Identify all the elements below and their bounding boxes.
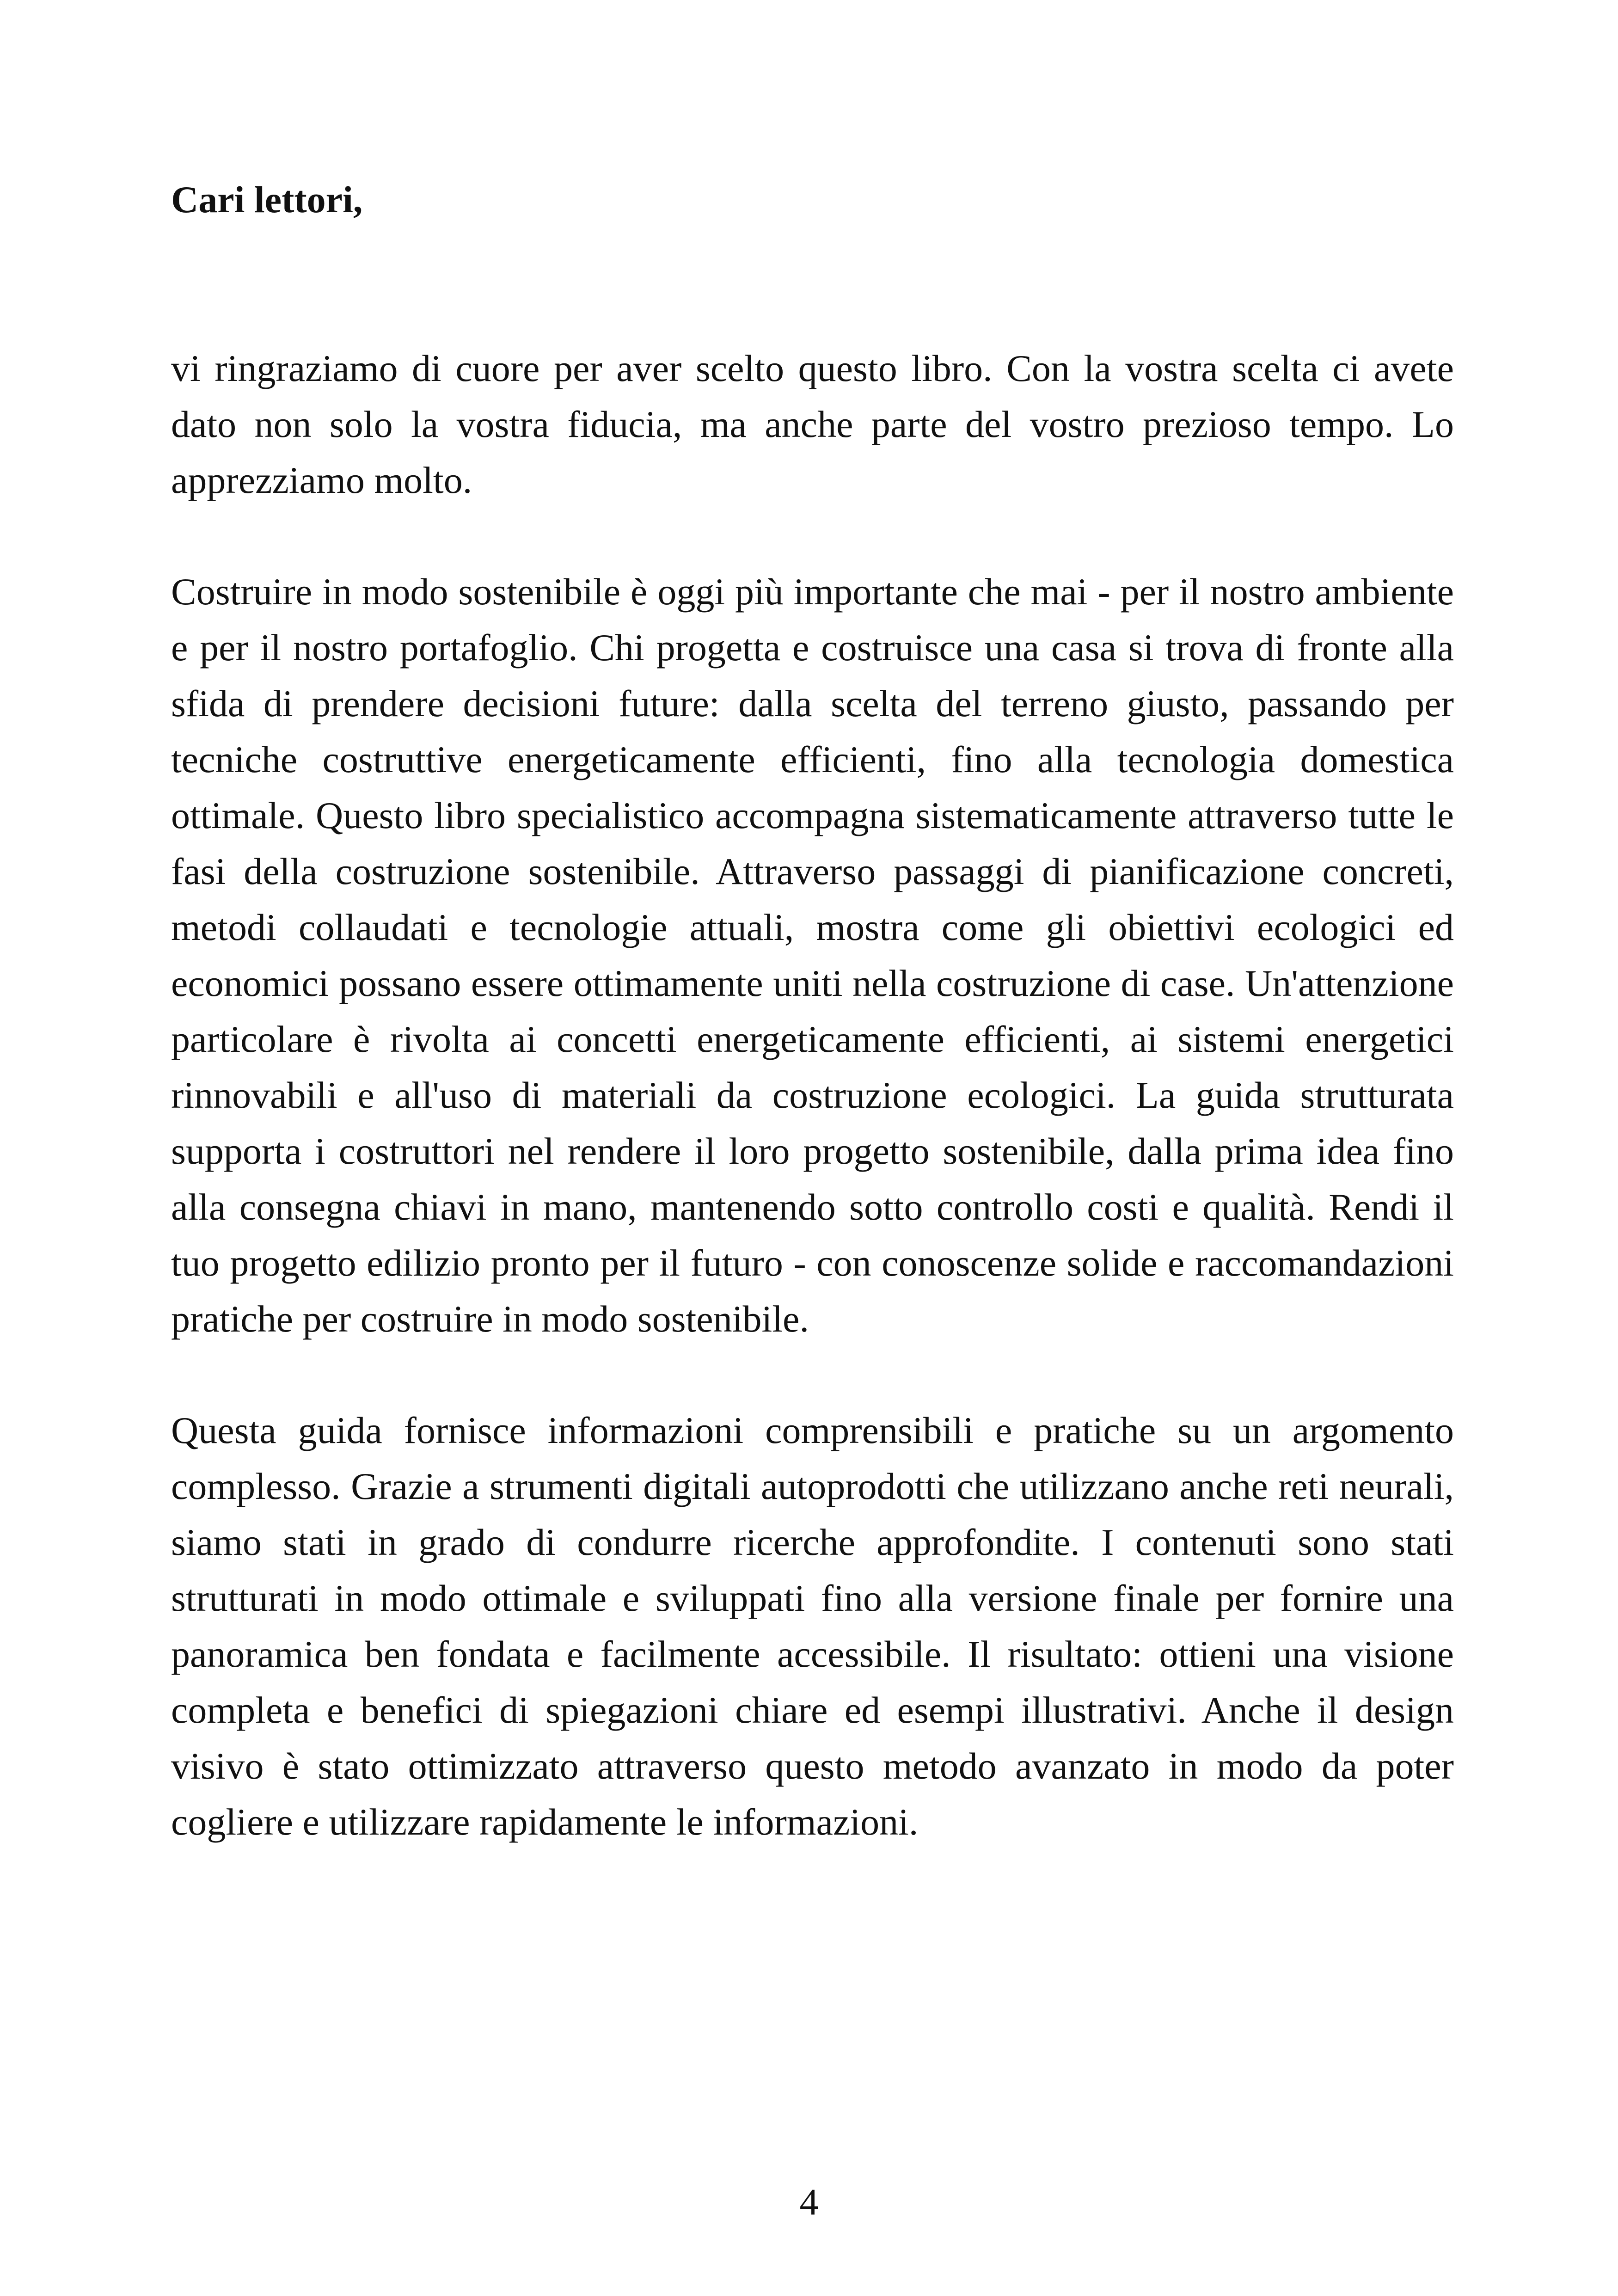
paragraph-sustainable-building: Costruire in modo sostenibile è oggi più importante che mai - per il nostro ambiente e per il nostro portafoglio. Chi progetta e costruisce una casa si trova di fronte alla sfida di prendere decisioni future: dalla scelta del terreno giusto, passando per tecniche costruttive energeticamente efficienti, fino alla tecnologia domestica ottimale. Questo libro specialistico accompagna sistematicamente attraverso tutte le fasi della costruzione sostenibile. Attraverso passaggi di pianificazione concreti, metodi collaudati e tecnologie attuali, mostra come gli obiettivi ecologici ed economici possano essere ottimamente uniti nella costruzione di case. Un'attenzione particolare è rivolta ai concetti energeticamente efficienti, ai sistemi energetici rinnovabili e all'uso di materiali da costruzione ecologici. La guida strutturata supporta i costruttori nel rendere il loro progetto sostenibile, dalla prima idea fino alla consegna chiavi in mano, mantenendo sotto controllo costi e qualità. Rendi il tuo progetto edilizio pronto per il futuro - con conoscenze solide e raccomandazioni pratiche per costruire in modo sostenibile. xyxy=(171,571,1454,1340)
salutation-heading: Cari lettori, xyxy=(171,178,363,221)
paragraph-guide-method: Questa guida fornisce informazioni comprensibili e pratiche su un argomento complesso. Grazie a strumenti digitali autoprodotti che utilizzano anche reti neurali, siamo stati in grado di condurre ricerche approfondite. I contenuti sono stati strutturati in modo ottimale e sviluppati fino alla versione finale per fornire una panoramica ben fondata e facilmente accessibile. Il risultato: ottieni una visione completa e benefici di spiegazioni chiare ed esempi illustrativi. Anche il design visivo è stato ottimizzato attraverso questo metodo avanzato in modo da poter cogliere e utilizzare rapidamente le informazioni. xyxy=(171,1409,1454,1843)
paragraph-thanks: vi ringraziamo di cuore per aver scelto questo libro. Con la vostra scelta ci avete dato non solo la vostra fiducia, ma anche parte del vostro prezioso tempo. Lo apprezziamo molto. xyxy=(171,347,1454,501)
page-number: 4 xyxy=(799,2181,819,2223)
letter-body xyxy=(171,340,1454,1850)
